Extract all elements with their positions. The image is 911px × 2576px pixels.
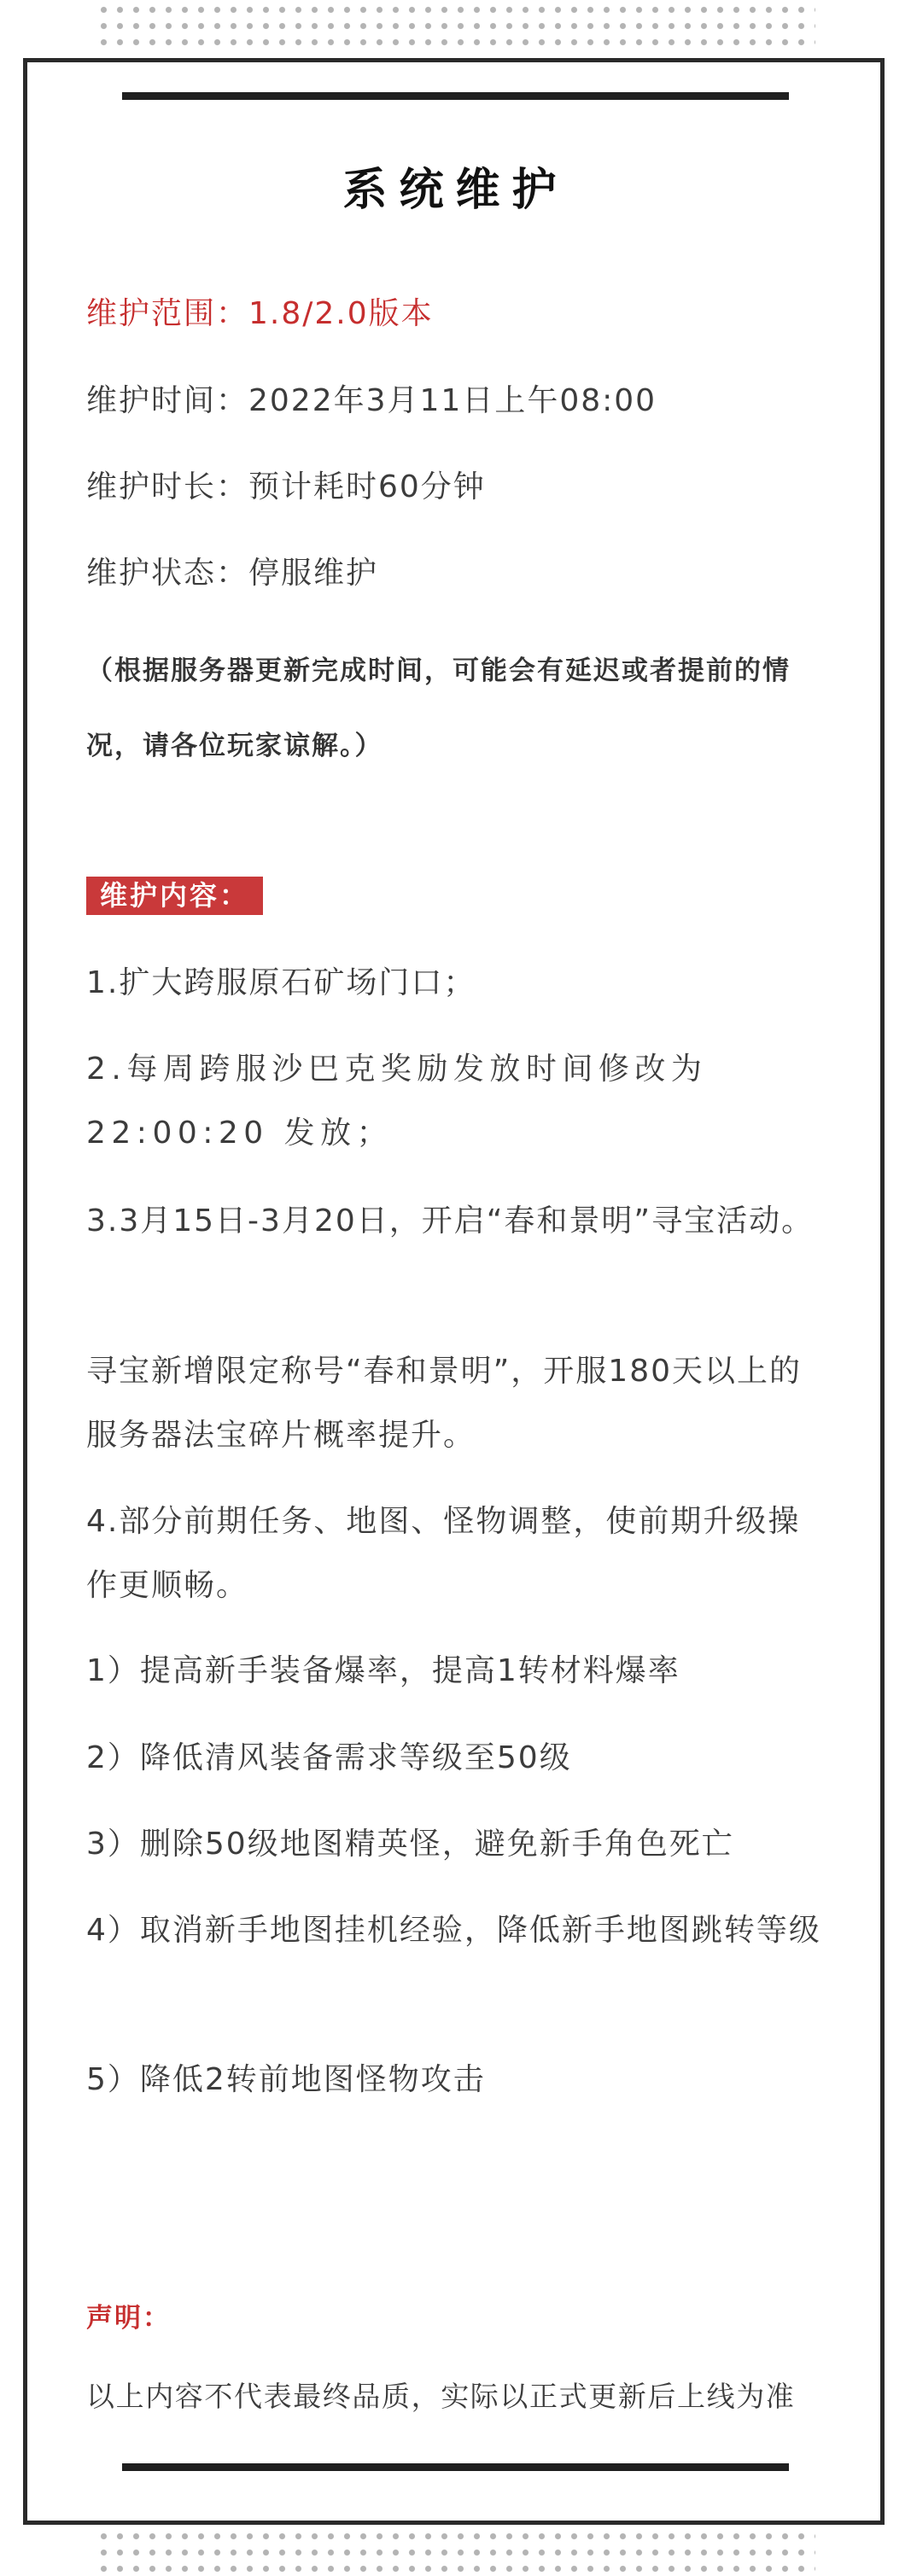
bottom-dot-pattern	[96, 2528, 815, 2574]
bottom-divider-bar	[122, 2463, 789, 2471]
maintenance-note: （根据服务器更新完成时间，可能会有延迟或者提前的情况，请各位玩家谅解。）	[86, 656, 791, 761]
content-item: 1.扩大跨服原石矿场门口；	[86, 965, 476, 1000]
page-title: 系统维护	[342, 165, 569, 216]
content-item: 3）删除50级地图精英怪，避免新手角色死亡	[86, 1827, 734, 1862]
content-item: 3.3月15日-3月20日，开启“春和景明”寻宝活动。	[86, 1203, 815, 1238]
content-section-label: 维护内容：	[86, 877, 263, 915]
content-item: 1）提高新手装备爆率，提高1转材料爆率	[86, 1653, 680, 1688]
content-item: 2.每周跨服沙巴克奖励发放时间修改为22:00:20 发放；	[86, 1052, 708, 1151]
content-item: 2）降低清风装备需求等级至50级	[86, 1740, 572, 1775]
top-dot-pattern	[96, 2, 815, 48]
content-item: 5）降低2转前地图怪物攻击	[86, 2062, 486, 2097]
content-item: 4）取消新手地图挂机经验，降低新手地图跳转等级	[86, 1913, 821, 1948]
content-item: 4.部分前期任务、地图、怪物调整，使前期升级操作更顺畅。	[86, 1504, 801, 1603]
declaration-label: 声明：	[86, 2303, 171, 2334]
top-divider-bar	[122, 92, 789, 100]
maintenance-status: 维护状态：停服维护	[86, 556, 379, 591]
maintenance-duration: 维护时长：预计耗时60分钟	[86, 469, 486, 504]
declaration-text: 以上内容不代表最终品质，实际以正式更新后上线为准	[86, 2380, 796, 2413]
content-item: 寻宝新增限定称号“春和景明”，开服180天以上的服务器法宝碎片概率提升。	[86, 1354, 803, 1453]
maintenance-time: 维护时间：2022年3月11日上午08:00	[86, 383, 657, 418]
maintenance-scope: 维护范围：1.8/2.0版本	[86, 296, 434, 331]
